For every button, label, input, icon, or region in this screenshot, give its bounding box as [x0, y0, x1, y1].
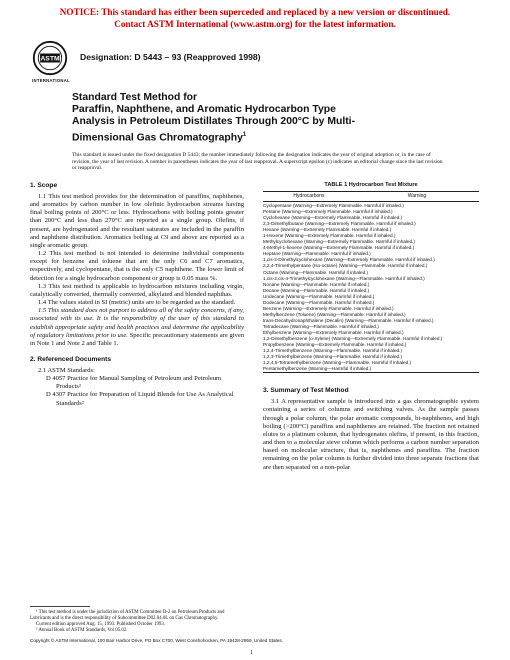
table-row: 1,2,4-Trimethylbenzene (Warning—Flammable. Harmful if inhaled.)	[263, 348, 403, 354]
table-row: Hexane (Warning—Extremely Flammable. Harmful if inhaled.)	[263, 227, 392, 233]
page-number: 1	[250, 650, 253, 656]
reference-item: D 4307 Practice for Preparation of Liquid Blends for Use As Analytical Standards²	[46, 391, 234, 407]
table-row: 1,2,4,5-Tetramethylbenzene (Warning—Flammable. Harmful if inhaled.)	[263, 360, 412, 366]
safety-statement: 1.5 This standard does not purport to address all of the safety concerns, if any, associated with its use. It is the responsibility of the user of this standard to establish appropriate safety and health practices and determine the applicability of regulatory limitations prior to use.	[30, 307, 244, 339]
title-line-4	[72, 129, 402, 145]
footnote-1: ¹ This test method is under the jurisdiction of ASTM Committee D-2 on Petroleum Products and Lubricants and is the direct responsibility of Subcommittee D02.04.0L on Gas Chromatography.	[30, 609, 225, 621]
table-row: 1-Hexene (Warning—Extremely Flammable. Harmful if inhaled.)	[263, 233, 396, 239]
column-header-hydrocarbons: Hydrocarbons	[293, 193, 325, 199]
references-heading: 2. Referenced Documents	[30, 355, 111, 363]
title-line-2: Paraffin, Naphthene, and Aromatic Hydrocarbon Type	[72, 104, 336, 116]
column-header-warning: Warning	[407, 193, 427, 199]
notice-line-1: NOTICE: This standard has either been superceded and replaced by a new version or discontinued.	[59, 7, 451, 17]
supersede-notice	[0, 6, 510, 30]
table-row: 1,cis-2-Dimethylcyclohexane (Warning—Extremely Flammable. Harmful if inhaled.)	[263, 257, 435, 263]
table-row: Octane (Warning—Flammable. Harmful if inhaled.)	[263, 269, 369, 275]
table-row: Propylbenzene (Warning—Extremely Flammable. Harmful if inhaled.)	[263, 342, 407, 348]
footnote-1b: Current edition approved Aug. 15, 1993. Published October 1993.	[36, 621, 166, 627]
safety-statement-rest: Specific precautionary statements are given in Note 1 and Note 2 and Table 1.	[30, 331, 244, 347]
copyright: Copyright © ASTM International, 100 Barr Harbor Drive, PO Box C700, West Conshohocken, PA 19428-2959, United States.	[30, 638, 283, 643]
scope-para-5	[30, 307, 244, 348]
footnote-rule	[30, 606, 90, 607]
table-row: 1,cis-2,cis-4-Trimethylcyclohexane (Warning—Flammable. Harmful if inhaled.)	[263, 275, 425, 281]
title-line-4-text: Dimensional Gas Chromatography	[72, 132, 243, 144]
table-row: Ethylbenzene (Warning—Extremely Flammable. Harmful if inhaled.)	[263, 329, 404, 335]
table-row: Tetradecane (Warning—Flammable. Harmful if inhaled.)	[263, 323, 379, 329]
table-row: trans-Decahydronaphthalene (Decalin) (Warning—Flammable. Harmful if inhaled.)	[263, 317, 434, 323]
table-row: Methylbenzene (Toluene) (Warning—Flammable. Harmful if inhaled.)	[263, 311, 406, 317]
title-footnote-mark: 1	[242, 131, 247, 138]
table-row: Nonane (Warning—Flammable. Harmful if inhaled.)	[263, 281, 370, 287]
table-row: Undecane (Warning—Flammable. Harmful if inhaled.)	[263, 293, 375, 299]
notice-line-2: Contact ASTM International (www.astm.org) for the latest information.	[114, 19, 396, 29]
table-row: 2,2,4-Trimethylpentane (Iso-octane) (Warning—Flammable. Harmful if inhaled.)	[263, 263, 428, 269]
document-title	[72, 92, 402, 144]
table-row: Dodecane (Warning—Flammable. Harmful if inhaled.)	[263, 299, 375, 305]
astm-logo-icon	[32, 40, 68, 76]
table-row: 1,2-Dimethylbenzene (o-Xylene) (Warning—Extremely Flammable. Harmful if inhaled.)	[263, 336, 443, 342]
scope-heading: 1. Scope	[30, 182, 58, 189]
table-body	[263, 202, 479, 372]
table-row: Methylcyclohexane (Warning—Extremely Flammable. Harmful if inhaled.)	[263, 239, 415, 245]
issued-note: This standard is issued under the fixed designation D 5443; the number immediately following the designation indicates the year of original adoption or, in the case of revision, the year of last revision. A number in parentheses indicates the year of last reapproval. A superscript epsilon (ε) indicates an editorial change since the last revision or reapproval.	[72, 152, 443, 172]
table-row: Pentamethylbenzene (Warning—Harmful if inhaled.)	[263, 366, 372, 372]
logo-caption: INTERNATIONAL	[32, 78, 70, 83]
table-header	[263, 192, 479, 202]
footnote-2: ² Annual Book of ASTM Standards, Vol 05.02.	[36, 627, 128, 633]
left-column	[30, 182, 244, 408]
table-row: Pentane (Warning—Extremely Flammable. Harmful if inhaled.)	[263, 209, 393, 215]
footnotes	[30, 600, 244, 634]
summary-heading: 3. Summary of Test Method	[263, 387, 349, 395]
right-column	[263, 182, 479, 472]
title-line-1: Standard Test Method for	[72, 92, 198, 103]
scope-para-3: 1.3 This test method is applicable to hydrocarbon mixtures including virgin, catalytically converted, thermally converted, alkylated and blended naphthas.	[30, 282, 244, 298]
table-row: Decane (Warning—Flammable. Harmful if inhaled.)	[263, 287, 370, 293]
scope-para-1: 1.1 This test method provides for the determination of paraffins, naphthenes, and aromatics by carbon number in low olefinic hydrocarbon streams having final boiling points of 200°C or less. Hydrocarbons with boiling points greater than 200°C and less than 270°C are reported as a single group. Olefins, if present, are hydrogenated and the resultant saturates are included in the paraffin and naphthene distribution. Aromatics boiling at C9 and above are reported as a single aromatic group.	[30, 193, 244, 249]
table-row: Cyclohexane (Warning—Extremely Flammable. Harmful if inhaled.)	[263, 215, 403, 221]
references-lead: 2.1 ASTM Standards:	[38, 366, 95, 374]
table-title: TABLE 1 Hydrocarbon Test Mixture	[324, 182, 418, 188]
designation: Designation: D 5443 – 93 (Reapproved 1998)	[80, 52, 261, 62]
summary-para-1: 3.1 A representative sample is introduced into a gas chromatographic system containing a series of columns and switching valves. As the sample passes through a polar column, the polar aromatic compounds, bi-naphthenes, and high boiling (>200°C) paraffins and naphthenes are retained. The fraction not retained elutes to a platinum column, that hydrogenates olefins, if present, in this fraction, and then to a molecular sieve column which performs a carbon number separation based on molecular structure, that is, naphthenes and paraffins. The fraction remaining on the polar column is further divided into three separate fractions that are then separated on a non-polar	[263, 398, 479, 471]
hydrocarbon-table	[263, 191, 479, 373]
scope-para-4: 1.4 The values stated in SI (metric) units are to be regarded as the standard.	[38, 299, 236, 307]
svg-text:ASTM: ASTM	[40, 55, 60, 63]
scope-para-2: 1.2 This test method is not intended to determine individual components except for benzene and toluene that are the only C6 and C7 aromatics, respectively, and cyclopentane, that is the only C5 naphthene. The lower limit of detection for a single hydrocarbon component or group is 0.05 mass %.	[30, 250, 244, 282]
table-row: 4-Methyl-1-hexene (Warning—Extremely Flammable. Harmful if inhaled.)	[263, 245, 415, 251]
title-line-3: Analysis in Petroleum Distillates Through 200°C by Multi-	[72, 116, 356, 128]
table-row: Benzene (Warning—Extremely Flammable. Harmful if inhaled.)	[263, 305, 394, 311]
table-row: Cyclopentane (Warning—Extremely Flammable. Harmful if inhaled.)	[263, 203, 404, 208]
table-row: 1,2,3-Trimethylbenzene (Warning—Flammable. Harmful if inhaled.)	[263, 354, 403, 360]
reference-item: D 4057 Practice for Manual Sampling of Petroleum and Petroleum Products²	[46, 375, 222, 391]
table-row: Heptane (Warning—Flammable. Harmful if inhaled.)	[263, 251, 371, 257]
table-row: 2,3-Dimethylbutane (Warning—Extremely Flammable. Harmful if inhaled.)	[263, 221, 416, 227]
